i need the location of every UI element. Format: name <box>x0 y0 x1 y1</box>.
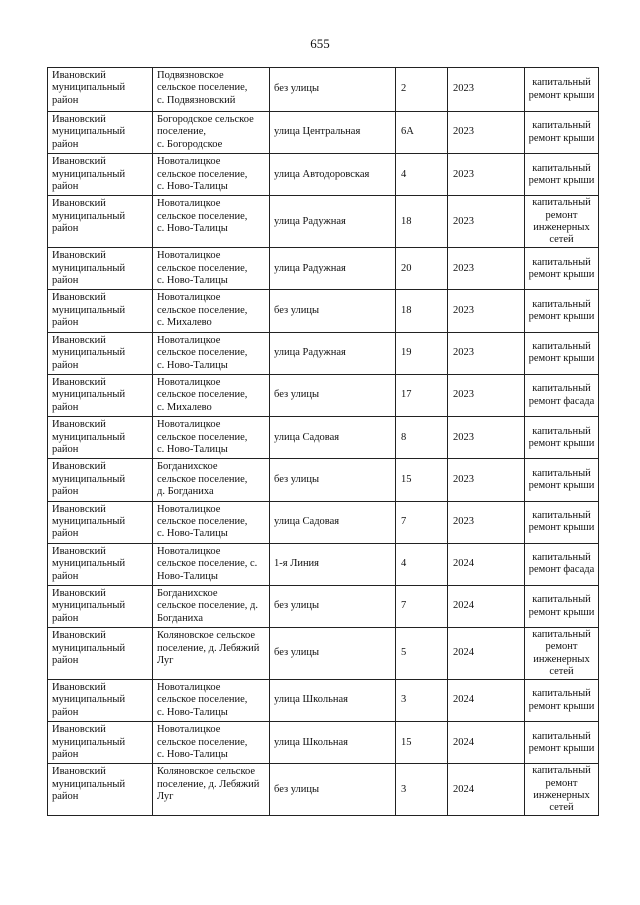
year-cell-text: 2024 <box>453 600 474 612</box>
house-number-cell <box>396 68 448 112</box>
settlement-cell <box>153 374 270 416</box>
street-cell-text: без улицы <box>274 473 320 485</box>
table-row <box>48 374 599 416</box>
work-type-cell <box>525 248 599 290</box>
house-number-cell <box>396 501 448 543</box>
year-cell <box>448 290 525 332</box>
year-cell <box>448 196 525 248</box>
district-cell-text: Ивановский муниципальный район <box>52 766 126 803</box>
house-number-cell-text: 2 <box>401 83 407 95</box>
table-row <box>48 332 599 374</box>
year-cell <box>448 332 525 374</box>
settlement-cell-text: Коляновское сельское поселение, д. Лебяжий Луг <box>157 766 260 803</box>
work-type-cell <box>525 543 599 585</box>
street-cell <box>270 374 396 416</box>
street-cell <box>270 680 396 722</box>
work-type-cell-text: капитальный ремонт крыши <box>528 425 595 449</box>
page-number: 655 <box>310 36 330 51</box>
work-type-cell-text: капитальный ремонт крыши <box>528 162 595 186</box>
year-cell <box>448 501 525 543</box>
year-cell-text: 2023 <box>453 215 474 227</box>
year-cell <box>448 764 525 816</box>
table-row <box>48 501 599 543</box>
table-row <box>48 722 599 764</box>
settlement-cell-text: Новоталицкое сельское поселение, с. Ново-Талицы <box>157 198 248 235</box>
work-type-cell <box>525 374 599 416</box>
year-cell <box>448 248 525 290</box>
settlement-cell <box>153 501 270 543</box>
street-cell-text: без улицы <box>274 304 320 316</box>
district-cell-text: Ивановский муниципальный район <box>52 588 126 624</box>
settlement-cell-text: Новоталицкое сельское поселение, с. Ново-Талицы <box>157 545 258 582</box>
year-cell <box>448 586 525 628</box>
house-number-cell <box>396 543 448 585</box>
house-number-cell-text: 5 <box>401 647 407 659</box>
settlement-cell <box>153 722 270 764</box>
district-cell <box>48 628 153 680</box>
district-cell <box>48 290 153 332</box>
district-cell-text: Ивановский муниципальный район <box>52 334 126 371</box>
work-type-cell-text: капитальный ремонт крыши <box>528 120 595 144</box>
street-cell <box>270 417 396 459</box>
year-cell-text: 2024 <box>453 783 474 795</box>
district-cell <box>48 248 153 290</box>
work-type-cell-text: капитальный ремонт инженерных сетей <box>532 629 591 677</box>
work-type-cell-text: капитальный ремонт фасада <box>528 552 595 576</box>
settlement-cell-text: Коляновское сельское поселение, д. Лебяжий Луг <box>157 630 260 667</box>
district-cell-text: Ивановский муниципальный район <box>52 292 126 329</box>
year-cell <box>448 112 525 154</box>
table-row <box>48 154 599 196</box>
house-number-cell <box>396 290 448 332</box>
street-cell <box>270 68 396 112</box>
table-row <box>48 112 599 154</box>
district-cell <box>48 374 153 416</box>
settlement-cell <box>153 680 270 722</box>
street-cell-text: без улицы <box>274 647 320 659</box>
street-cell-text: без улицы <box>274 600 320 612</box>
year-cell <box>448 68 525 112</box>
street-cell-text: без улицы <box>274 389 320 401</box>
work-type-cell <box>525 196 599 248</box>
district-cell-text: Ивановский муниципальный район <box>52 503 126 540</box>
year-cell-text: 2023 <box>453 347 474 359</box>
settlement-cell <box>153 154 270 196</box>
district-cell <box>48 417 153 459</box>
work-type-cell <box>525 290 599 332</box>
house-number-cell <box>396 374 448 416</box>
district-cell <box>48 68 153 112</box>
house-number-cell <box>396 628 448 680</box>
street-cell <box>270 154 396 196</box>
table-row <box>48 196 599 248</box>
house-number-cell-text: 15 <box>401 473 412 485</box>
year-cell-text: 2023 <box>453 83 474 95</box>
year-cell-text: 2023 <box>453 304 474 316</box>
street-cell-text: улица Радужная <box>274 262 346 274</box>
settlement-cell-text: Новоталицкое сельское поселение, с. Ново-Талицы <box>157 503 248 540</box>
table-row <box>48 680 599 722</box>
settlement-cell <box>153 459 270 501</box>
street-cell <box>270 501 396 543</box>
table-row <box>48 290 599 332</box>
settlement-cell <box>153 248 270 290</box>
district-cell-text: Ивановский муниципальный район <box>52 630 126 667</box>
settlement-cell-text: Новоталицкое сельское поселение, с. Михалево <box>157 292 248 329</box>
street-cell <box>270 332 396 374</box>
year-cell <box>448 722 525 764</box>
house-number-cell-text: 7 <box>401 600 407 612</box>
district-cell <box>48 722 153 764</box>
district-cell-text: Ивановский муниципальный район <box>52 461 126 498</box>
house-number-cell-text: 18 <box>401 304 412 316</box>
street-cell <box>270 248 396 290</box>
district-cell <box>48 501 153 543</box>
house-number-cell-text: 19 <box>401 347 412 359</box>
house-number-cell <box>396 764 448 816</box>
settlement-cell <box>153 764 270 816</box>
settlement-cell-text: Богданихское сельское поселение, д. Богданиха <box>157 588 258 624</box>
settlement-cell-text: Богородское сельское поселение, с. Богородское <box>157 114 254 150</box>
settlement-cell-text: Новоталицкое сельское поселение, с. Ново-Талицы <box>157 682 248 718</box>
district-cell <box>48 196 153 248</box>
house-number-cell <box>396 154 448 196</box>
year-cell-text: 2024 <box>453 558 474 570</box>
year-cell-text: 2024 <box>453 736 474 748</box>
house-number-cell <box>396 112 448 154</box>
table-row <box>48 417 599 459</box>
settlement-cell <box>153 112 270 154</box>
house-number-cell-text: 4 <box>401 168 407 180</box>
work-type-cell <box>525 722 599 764</box>
street-cell <box>270 628 396 680</box>
street-cell-text: улица Школьная <box>274 736 348 748</box>
street-cell <box>270 112 396 154</box>
street-cell <box>270 196 396 248</box>
year-cell <box>448 543 525 585</box>
street-cell-text: улица Школьная <box>274 694 348 706</box>
district-cell-text: Ивановский муниципальный район <box>52 545 126 582</box>
house-number-cell-text: 6А <box>401 126 414 138</box>
work-type-cell <box>525 459 599 501</box>
street-cell <box>270 722 396 764</box>
street-cell <box>270 764 396 816</box>
year-cell <box>448 459 525 501</box>
year-cell <box>448 680 525 722</box>
street-cell-text: без улицы <box>274 783 320 795</box>
house-number-cell <box>396 332 448 374</box>
house-number-cell-text: 3 <box>401 694 407 706</box>
year-cell <box>448 417 525 459</box>
year-cell-text: 2023 <box>453 473 474 485</box>
work-type-cell <box>525 68 599 112</box>
settlement-cell-text: Новоталицкое сельское поселение, с. Михалево <box>157 376 248 413</box>
district-cell-text: Ивановский муниципальный район <box>52 198 126 235</box>
work-type-cell-text: капитальный ремонт крыши <box>528 467 595 491</box>
work-type-cell-text: капитальный ремонт крыши <box>528 594 595 618</box>
street-cell <box>270 290 396 332</box>
year-cell-text: 2023 <box>453 168 474 180</box>
district-cell-text: Ивановский муниципальный район <box>52 156 126 193</box>
house-number-cell-text: 17 <box>401 389 412 401</box>
work-type-cell-text: капитальный ремонт фасада <box>528 383 595 407</box>
settlement-cell <box>153 290 270 332</box>
year-cell-text: 2023 <box>453 126 474 138</box>
work-type-cell-text: капитальный ремонт крыши <box>528 730 595 754</box>
street-cell-text: улица Автодоровская <box>274 168 370 180</box>
house-number-cell <box>396 459 448 501</box>
settlement-cell-text: Новоталицкое сельское поселение, с. Ново-Талицы <box>157 419 248 455</box>
district-cell <box>48 680 153 722</box>
house-number-cell-text: 18 <box>401 215 412 227</box>
house-number-cell <box>396 722 448 764</box>
street-cell-text: улица Центральная <box>274 126 361 138</box>
table-row <box>48 586 599 628</box>
work-type-cell <box>525 586 599 628</box>
repair-schedule-table <box>47 67 599 816</box>
street-cell-text: 1-я Линия <box>274 558 320 570</box>
street-cell-text: улица Радужная <box>274 347 346 359</box>
work-type-cell <box>525 501 599 543</box>
district-cell <box>48 586 153 628</box>
work-type-cell <box>525 154 599 196</box>
house-number-cell-text: 8 <box>401 431 407 443</box>
work-type-cell-text: капитальный ремонт крыши <box>528 509 595 534</box>
house-number-cell-text: 20 <box>401 262 412 274</box>
settlement-cell-text: Новоталицкое сельское поселение, с. Ново-Талицы <box>157 334 248 371</box>
district-cell <box>48 764 153 816</box>
house-number-cell-text: 3 <box>401 783 407 795</box>
work-type-cell <box>525 628 599 680</box>
table-row <box>48 248 599 290</box>
work-type-cell-text: капитальный ремонт крыши <box>528 688 595 712</box>
settlement-cell-text: Богданихское сельское поселение, д. Богданиха <box>157 461 248 498</box>
settlement-cell-text: Новоталицкое сельское поселение, с. Ново-Талицы <box>157 724 248 761</box>
table-row <box>48 459 599 501</box>
year-cell <box>448 374 525 416</box>
work-type-cell-text: капитальный ремонт крыши <box>528 256 595 280</box>
work-type-cell-text: капитальный ремонт инженерных сетей <box>532 197 591 246</box>
work-type-cell <box>525 680 599 722</box>
year-cell-text: 2024 <box>453 694 474 706</box>
district-cell <box>48 112 153 154</box>
district-cell-text: Ивановский муниципальный район <box>52 70 126 106</box>
district-cell <box>48 332 153 374</box>
table-row <box>48 543 599 585</box>
house-number-cell <box>396 417 448 459</box>
table-row <box>48 68 599 112</box>
street-cell-text: улица Садовая <box>274 515 340 527</box>
work-type-cell <box>525 417 599 459</box>
street-cell <box>270 543 396 585</box>
house-number-cell <box>396 680 448 722</box>
settlement-cell <box>153 68 270 112</box>
work-type-cell <box>525 112 599 154</box>
district-cell-text: Ивановский муниципальный район <box>52 419 126 455</box>
house-number-cell <box>396 196 448 248</box>
year-cell-text: 2023 <box>453 515 474 527</box>
street-cell <box>270 586 396 628</box>
district-cell-text: Ивановский муниципальный район <box>52 724 126 761</box>
settlement-cell-text: Новоталицкое сельское поселение, с. Ново-Талицы <box>157 250 248 287</box>
settlement-cell <box>153 196 270 248</box>
house-number-cell-text: 4 <box>401 558 407 570</box>
district-cell <box>48 543 153 585</box>
work-type-cell-text: капитальный ремонт крыши <box>528 77 595 101</box>
work-type-cell <box>525 332 599 374</box>
house-number-cell <box>396 248 448 290</box>
settlement-cell <box>153 628 270 680</box>
year-cell <box>448 154 525 196</box>
settlement-cell <box>153 543 270 585</box>
year-cell-text: 2023 <box>453 262 474 274</box>
district-cell-text: Ивановский муниципальный район <box>52 682 126 718</box>
district-cell <box>48 154 153 196</box>
settlement-cell-text: Новоталицкое сельское поселение, с. Ново-Талицы <box>157 156 248 193</box>
settlement-cell <box>153 417 270 459</box>
year-cell <box>448 628 525 680</box>
district-cell-text: Ивановский муниципальный район <box>52 114 126 150</box>
table-row <box>48 628 599 680</box>
year-cell-text: 2023 <box>453 431 474 443</box>
year-cell-text: 2024 <box>453 647 474 659</box>
work-type-cell <box>525 764 599 816</box>
settlement-cell <box>153 586 270 628</box>
settlement-cell <box>153 332 270 374</box>
street-cell-text: улица Садовая <box>274 431 340 443</box>
settlement-cell-text: Подвязновское сельское поселение, с. Подвязновский <box>157 70 248 106</box>
street-cell-text: улица Радужная <box>274 215 346 227</box>
year-cell-text: 2023 <box>453 389 474 401</box>
work-type-cell-text: капитальный ремонт инженерных сетей <box>532 765 591 814</box>
street-cell-text: без улицы <box>274 83 320 95</box>
table-row <box>48 764 599 816</box>
street-cell <box>270 459 396 501</box>
house-number-cell-text: 7 <box>401 515 407 527</box>
district-cell-text: Ивановский муниципальный район <box>52 250 126 287</box>
district-cell-text: Ивановский муниципальный район <box>52 376 126 413</box>
work-type-cell-text: капитальный ремонт крыши <box>528 341 595 365</box>
house-number-cell <box>396 586 448 628</box>
work-type-cell-text: капитальный ремонт крыши <box>528 298 595 323</box>
table-body <box>48 68 599 816</box>
district-cell <box>48 459 153 501</box>
house-number-cell-text: 15 <box>401 736 412 748</box>
